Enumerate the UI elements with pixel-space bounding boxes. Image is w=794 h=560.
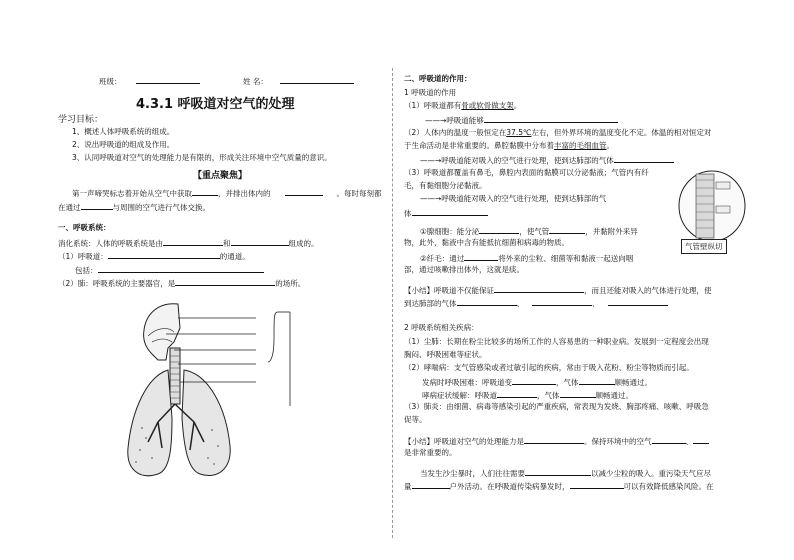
blank-17[interactable]: [532, 296, 592, 306]
role-2-result: ——→呼吸道能对吸入的空气进行处理，使到达肺部的气体: [420, 153, 674, 167]
role-1: （1）呼吸道都有骨或软骨做支架。: [404, 101, 522, 110]
figure-caption: 气管壁纵切: [681, 239, 727, 254]
blank-3[interactable]: [81, 200, 113, 210]
para-2-heading: 2 呼吸系统相关疾病：: [404, 323, 479, 332]
summary-2-a: 【小结】呼吸道对空气的处理能力是 。保持环境中的空气 、: [404, 434, 709, 448]
blank-12[interactable]: [479, 224, 519, 234]
blank-23[interactable]: [524, 434, 584, 444]
tracheal-wall-figure: [676, 168, 748, 250]
role-3-a: （3）呼吸道都覆盖有鼻毛，鼻腔内表面的黏膜可以分泌黏液；气管内有纤: [404, 168, 649, 177]
blank-11[interactable]: [412, 206, 488, 216]
intro-line-2: 在通过 与周围的空气进行气体交换。: [58, 200, 210, 214]
last-para-b: 量 户外活动。在呼吸道传染病暴发时， 可以有效降低感染风险。在: [404, 479, 714, 493]
disease-1-b: 胸闷、呼吸困难等症状。: [404, 350, 487, 359]
disease-3-b: 促等。: [404, 415, 427, 424]
blank-26[interactable]: [525, 466, 591, 476]
disease-1-a: （1）尘肺：长期在粉尘比较多的场所工作的人容易患的一种职业病。发展到一定程度会出现: [404, 337, 709, 346]
blank-7[interactable]: [98, 263, 264, 273]
goal-2: 2、说出呼吸道的组成及作用。: [72, 140, 175, 149]
blank-10[interactable]: [614, 153, 674, 163]
blank-28[interactable]: [570, 479, 624, 489]
summary-1-a: 【小结】呼吸道不仅能保证 ，而且还能对吸入的气体进行处理，使: [404, 283, 712, 297]
lung-line: （2）肺：呼吸系统的主要器官，是 的场所。: [58, 276, 305, 290]
summary-2-b: 是非常重要的。: [404, 448, 457, 457]
disease-2-a: （2）哮喘病：支气管感染或者过敏引起的疾病，常由于吸入花粉、粉尘等物质而引起。: [404, 363, 694, 372]
class-input[interactable]: [136, 74, 200, 84]
disease-3-a: （3）肺炎：由细菌、病毒等感染引起的严重疾病，常表现为发烧、胸部疼痛、咳嗽、呼吸急: [404, 402, 709, 411]
role-1-result: ——→呼吸道能够: [425, 113, 618, 127]
focus-heading: 【重点聚焦】: [193, 171, 248, 181]
disease-2-c: 哮病症状缓解：呼吸道 ，气体 顺畅通过。: [422, 388, 633, 402]
section-1-heading: 一、呼吸系统：: [58, 223, 111, 232]
summary-1-b: 到达肺部的气体 、 、: [404, 296, 668, 310]
goal-3: 3、认同呼吸道对空气的处理能力是有限的，形成关注环境中空气质量的意识。: [72, 153, 332, 162]
blank-16[interactable]: [457, 296, 517, 306]
system-line: 消化系统：人体的呼吸系统是由 和 组成的。: [58, 236, 319, 250]
class-label: 班级：: [99, 77, 122, 86]
role-3-result: ——→呼吸道能对吸入的空气进行处理，使到达肺部的气: [420, 194, 607, 203]
goals-heading: 学习目标：: [58, 115, 104, 125]
blank-18[interactable]: [608, 296, 668, 306]
blank-13[interactable]: [549, 224, 585, 234]
class-field: [99, 74, 200, 87]
role-3-b: 毛，有黏细胞分泌黏液。: [404, 181, 487, 190]
blank-20[interactable]: [579, 375, 615, 385]
blank-6[interactable]: [108, 249, 220, 259]
blank-1[interactable]: [192, 186, 218, 196]
role-2-b: 于生命活动是非常重要的。鼻腔黏膜中分布着丰富的毛细血管。: [404, 141, 614, 150]
name-label: 姓 名：: [243, 77, 268, 86]
blank-27[interactable]: [412, 479, 450, 489]
blank-22[interactable]: [560, 388, 596, 398]
gland-line-2: 物，此外，黏液中含有能抵抗细菌和病毒的物质。: [404, 238, 569, 247]
tract-line: （1）呼吸道： 的通道。: [58, 249, 250, 263]
cilia-line: ②纤毛：通过 将外来的尘粒、细菌等和黏液一起送向咽: [420, 251, 633, 265]
name-field: [243, 74, 354, 87]
include-line: 包括：: [75, 263, 264, 277]
cilia-line-2: 部，通过咳嗽排出体外，这就是痰。: [404, 265, 524, 274]
blank-8[interactable]: [175, 276, 275, 286]
para-1-heading: 1 呼吸道的作用: [404, 88, 457, 97]
respiratory-system-diagram: [118, 298, 298, 494]
section-2-heading: 二、呼吸道的作用：: [404, 74, 472, 83]
blank-14[interactable]: [464, 251, 498, 261]
intro-line-1: 第一声啼哭标志着开始从空气中获取 ，并排出体内的 。每时每刻都: [72, 186, 382, 200]
goal-1: 1、概述人体呼吸系统的组成。: [72, 127, 175, 136]
blank-15[interactable]: [494, 283, 584, 293]
blank-21[interactable]: [497, 388, 537, 398]
gland-line: ①腺细胞：能分泌 ，使气管 ，并黏附外来异: [420, 224, 638, 238]
name-input[interactable]: [280, 74, 354, 84]
blank-19[interactable]: [512, 375, 556, 385]
blank-24[interactable]: [652, 434, 686, 444]
last-para-a: 当发生沙尘暴时，人们往往需要 以减少尘粒的吸入。重污染天气应尽: [420, 466, 711, 480]
blank-4[interactable]: [163, 236, 223, 246]
column-divider: [392, 68, 394, 538]
disease-2-b: 发病时呼吸困难：呼吸道变 ，气体 顺畅通过。: [422, 375, 652, 389]
blank-25[interactable]: [693, 434, 709, 444]
page-title: 4.3.1 呼吸道对空气的处理: [136, 97, 295, 112]
blank-5[interactable]: [231, 236, 289, 246]
role-3-end: 体: [404, 206, 488, 220]
blank-9[interactable]: [484, 113, 618, 123]
role-2-a: （2）人体内的温度一般恒定在37.5℃左右，但外界环境的温度变化不定。体温的相对恒定对: [404, 128, 712, 137]
blank-2[interactable]: [285, 186, 323, 196]
